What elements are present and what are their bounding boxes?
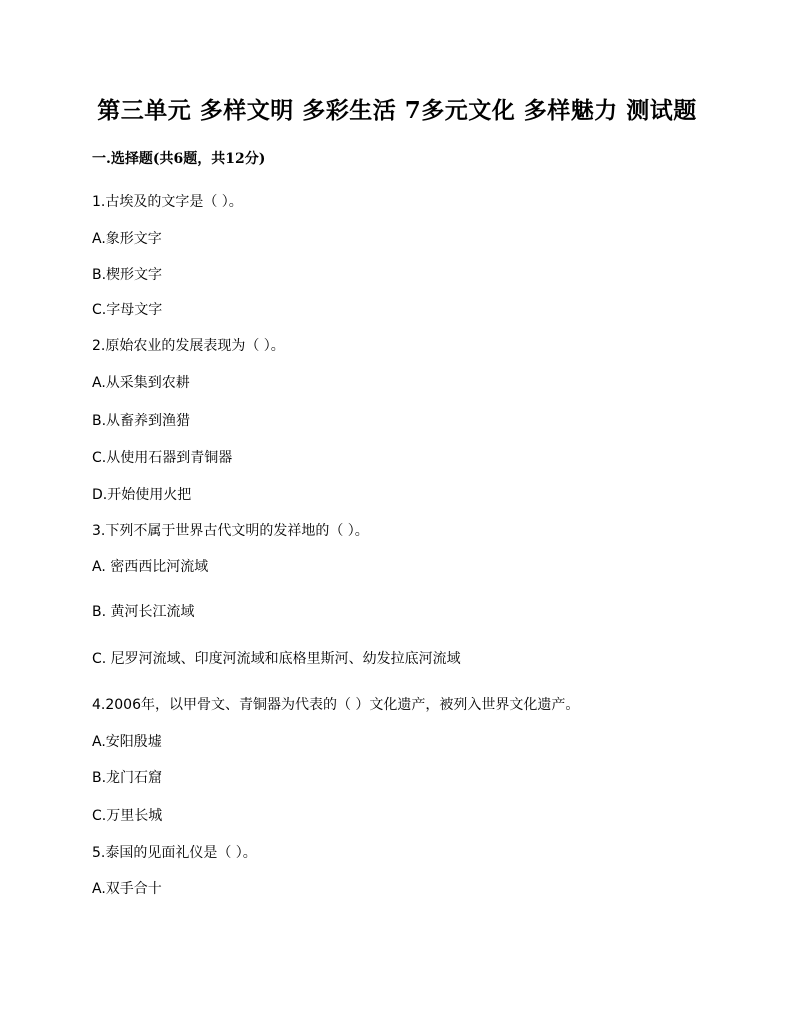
question-2-option-d: D.开始使用火把 [92, 487, 192, 503]
question-4-option-a: A.安阳殷墟 [92, 734, 162, 750]
question-5-stem: 5.泰国的见面礼仪是（ ）。 [92, 845, 257, 861]
question-3-stem: 3.下列不属于世界古代文明的发祥地的（ ）。 [92, 523, 369, 539]
document-title: 第三单元 多样文明 多彩生活 7多元文化 多样魅力 测试题 [97, 97, 697, 124]
question-1-option-a: A.象形文字 [92, 231, 162, 247]
question-2-stem: 2.原始农业的发展表现为（ ）。 [92, 338, 285, 354]
question-4-stem: 4.2006年，以甲骨文、青铜器为代表的（ ）文化遗产，被列入世界文化遗产。 [92, 697, 580, 713]
question-3-option-b: B. 黄河长江流域 [92, 604, 195, 620]
question-1-option-b: B.楔形文字 [92, 267, 163, 283]
question-2-option-b: B.从畜养到渔猎 [92, 413, 191, 429]
question-4-option-c: C.万里长城 [92, 808, 163, 824]
question-5-option-a: A.双手合十 [92, 881, 162, 897]
section-heading: 一.选择题(共6题，共12分) [92, 151, 266, 167]
question-3-option-a: A. 密西西比河流域 [92, 559, 209, 575]
question-2-option-a: A.从采集到农耕 [92, 375, 190, 391]
question-1-option-c: C.字母文字 [92, 302, 163, 318]
question-1-stem: 1.古埃及的文字是（ ）。 [92, 194, 243, 210]
question-3-option-c: C. 尼罗河流域、印度河流域和底格里斯河、幼发拉底河流域 [92, 651, 461, 667]
question-2-option-c: C.从使用石器到青铜器 [92, 450, 233, 466]
question-4-option-b: B.龙门石窟 [92, 770, 163, 786]
